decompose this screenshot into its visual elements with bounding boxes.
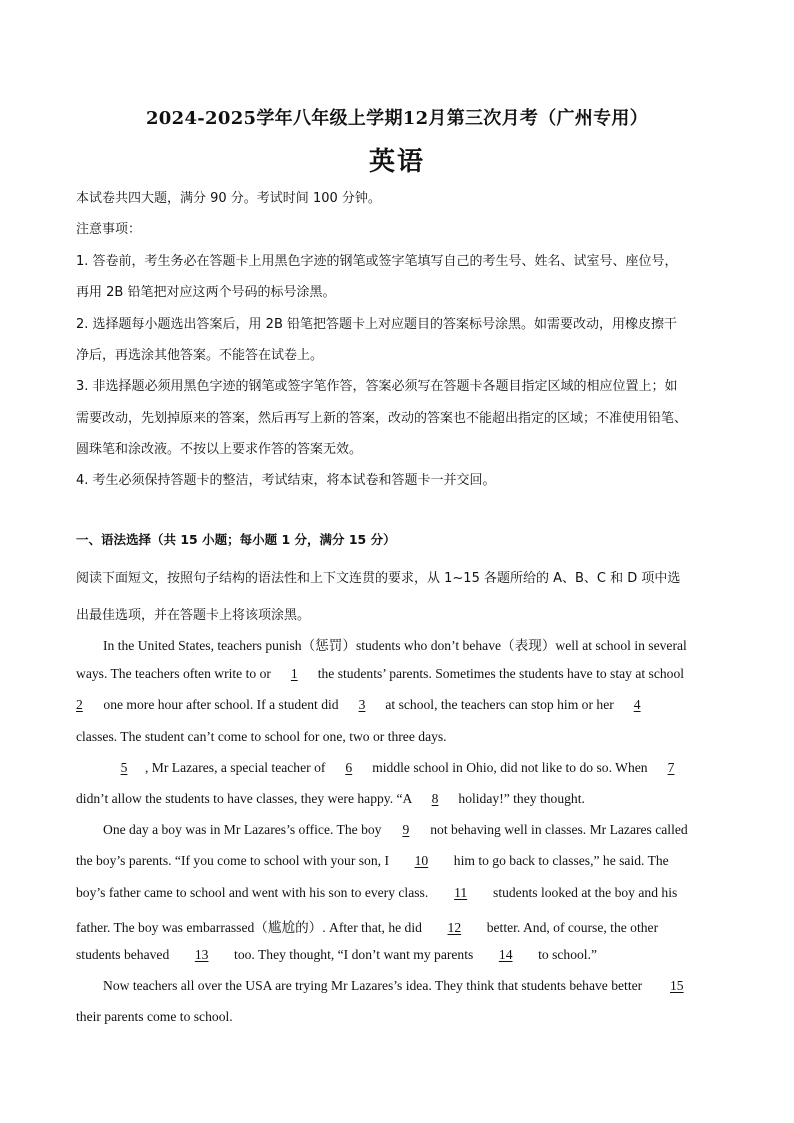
section-directions-line-2: 出最佳选项，并在答题卡上将该项涂黑。 [76,608,311,623]
passage-line: 5 , Mr Lazares, a special teacher of 6 middle school in Ohio, did not like to do so. When 7 [103,760,691,776]
section-heading: 一、语法选择（共 15 小题；每小题 1 分，满分 15 分） [76,532,396,547]
answer-blank-6: 6 [345,760,353,775]
answer-blank-4: 4 [633,697,641,712]
passage-line: ways. The teachers often write to or 1 the students’ parents. Sometimes the students have to stay at school [76,666,685,681]
passage-line: In the United States, teachers punish（惩罚）students who don’t behave（表现）well at school in several [103,638,687,653]
notice-item-3-line-1: 3. 非选择题必须用黑色字迹的钢笔或签字笔作答，答案必须写在答题卡各题目指定区域的相应位置上；如 [76,379,678,394]
notice-item-3-line-3: 圆珠笔和涂改液。不按以上要求作答的答案无效。 [76,442,363,457]
answer-blank-9: 9 [402,822,410,837]
answer-blank-15: 15 [669,978,684,993]
subject-title: 英语 [368,147,425,177]
passage-line: 2 one more hour after school. If a student did 3 at school, the teachers can stop him or her 4 [76,697,657,713]
notice-item-1-line-2: 再用 2B 铅笔把对应这两个号码的标号涂黑。 [76,285,336,300]
answer-blank-11: 11 [454,885,468,900]
passage-line: the boy’s parents. “If you come to school with your son, I 10 him to go back to classes,” he said. The [76,853,669,868]
passage-line: their parents come to school. [76,1009,233,1024]
notice-item-2-line-2: 净后，再选涂其他答案。不能答在试卷上。 [76,348,324,363]
passage-line: students behaved 13 too. They thought, “I don’t want my parents 14 to school.” [76,947,597,962]
passage-line: didn’t allow the students to have classes, they were happy. “A 8 holiday!” they thought. [76,791,585,806]
page-title: 2024-2025学年八年级上学期12月第三次月考（广州专用） [145,108,648,129]
answer-blank-5: 5 [120,760,128,775]
exam-intro: 本试卷共四大题，满分 90 分。考试时间 100 分钟。 [76,191,381,206]
passage-line: boy’s father came to school and went with his son to every class. 11 students looked at the boy and his [76,885,678,900]
notice-item-3-line-2: 需要改动，先划掉原来的答案，然后再写上新的答案，改动的答案也不能超出指定的区域；不准使用铅笔、 [76,411,688,426]
section-directions-line-1: 阅读下面短文，按照句子结构的语法性和上下文连贯的要求，从 1~15 各题所给的 A、B、C 和 D 项中选 [76,571,681,586]
passage-line: classes. The student can’t come to school for one, two or three days. [76,729,447,744]
notice-item-2-line-1: 2. 选择题每小题选出答案后，用 2B 铅笔把答题卡上对应题目的答案标号涂黑。如需要改动，用橡皮擦干 [76,317,677,332]
answer-blank-13: 13 [194,947,209,962]
answer-blank-10: 10 [414,853,429,868]
notice-item-4: 4. 考生必须保持答题卡的整洁，考试结束，将本试卷和答题卡一并交回。 [76,473,496,488]
answer-blank-8: 8 [431,791,439,806]
answer-blank-12: 12 [447,920,462,935]
answer-blank-7: 7 [667,760,675,775]
answer-blank-14: 14 [498,947,513,962]
passage-line: Now teachers all over the USA are trying Mr Lazares’s idea. They think that students behave better 15 [103,978,684,993]
answer-blank-3: 3 [358,697,366,712]
passage-line: father. The boy was embarrassed（尴尬的）. After that, he did 12 better. And, of course, the other [76,920,659,935]
answer-blank-1: 1 [290,666,298,681]
notice-item-1-line-1: 1. 答卷前，考生务必在答题卡上用黑色字迹的钢笔或签字笔填写自己的考生号、姓名、试室号、座位号， [76,254,678,269]
passage-line: One day a boy was in Mr Lazares’s office. The boy 9 not behaving well in classes. Mr Lazares called [103,822,688,837]
notice-label: 注意事项： [76,222,142,237]
answer-blank-2: 2 [76,697,83,712]
